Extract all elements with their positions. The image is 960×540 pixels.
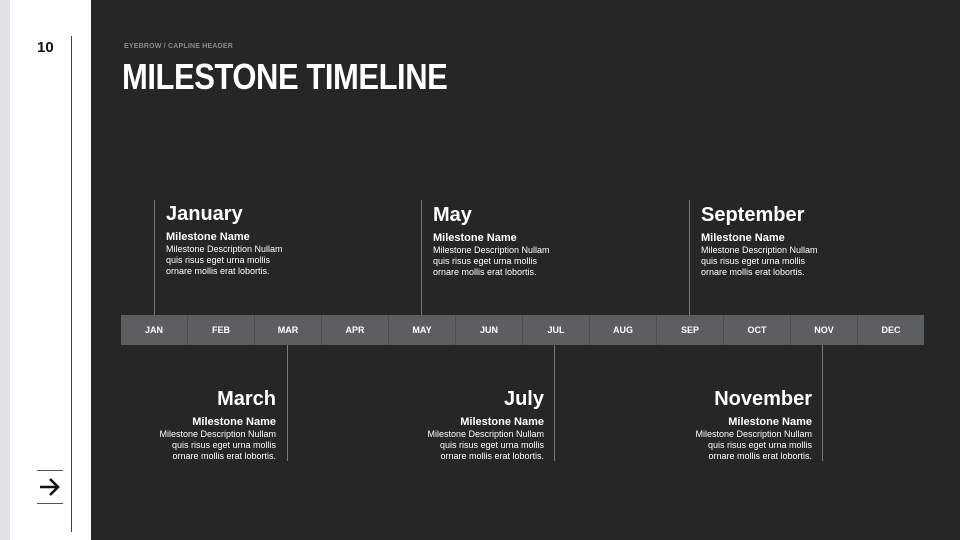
milestone-name: Milestone Name	[433, 232, 517, 244]
sidebar-divider	[71, 36, 72, 532]
milestone-desc-line: ornare mollis erat lobortis.	[172, 451, 276, 461]
month-cell-jan: JAN	[121, 315, 188, 345]
month-cell-mar: MAR	[255, 315, 322, 345]
milestone-desc-line: quis risus eget urna mollis	[166, 255, 271, 265]
connector-july	[554, 345, 555, 461]
milestone-month: September	[701, 204, 805, 226]
milestone-name: Milestone Name	[460, 416, 544, 428]
milestone-desc-line: Milestone Description Nullam	[427, 429, 544, 439]
month-bar	[121, 315, 924, 345]
milestone-desc-line: Milestone Description Nullam	[701, 245, 818, 255]
nav-rule-bottom	[37, 503, 63, 504]
milestone-name: Milestone Name	[728, 416, 812, 428]
milestone-name: Milestone Name	[192, 416, 276, 428]
arrow-right-icon[interactable]	[38, 476, 62, 498]
milestone-desc-line: ornare mollis erat lobortis.	[701, 267, 805, 277]
milestone-desc-line: ornare mollis erat lobortis.	[440, 451, 544, 461]
month-cell-sep: SEP	[657, 315, 724, 345]
milestone-name: Milestone Name	[166, 231, 250, 243]
milestone-desc-line: Milestone Description Nullam	[433, 245, 550, 255]
milestone-name: Milestone Name	[701, 232, 785, 244]
connector-september	[689, 200, 690, 315]
milestone-desc-line: ornare mollis erat lobortis.	[433, 267, 537, 277]
month-cell-apr: APR	[322, 315, 389, 345]
connector-january	[154, 200, 155, 315]
month-cell-nov: NOV	[791, 315, 858, 345]
connector-november	[822, 345, 823, 461]
milestone-desc-line: Milestone Description Nullam	[159, 429, 276, 439]
milestone-desc-line: quis risus eget urna mollis	[433, 256, 538, 266]
month-cell-dec: DEC	[881, 325, 901, 335]
connector-may	[421, 200, 422, 315]
edge-strip	[0, 0, 10, 540]
milestone-month: January	[166, 203, 243, 225]
milestone-month: July	[503, 388, 544, 410]
milestone-desc-line: quis risus eget urna mollis	[171, 440, 276, 450]
milestone-july	[414, 388, 544, 462]
milestone-desc-line: quis risus eget urna mollis	[701, 256, 806, 266]
milestone-november	[682, 388, 812, 462]
connector-march	[287, 345, 288, 461]
month-cell-aug: AUG	[590, 315, 657, 345]
month-cell-jun: JUN	[456, 315, 523, 345]
milestone-desc-line: quis risus eget urna mollis	[439, 440, 544, 450]
milestone-january	[166, 203, 296, 277]
milestone-march	[146, 388, 276, 462]
nav-rule-top	[37, 470, 63, 471]
page-title: MILESTONE TIMELINE	[122, 56, 448, 97]
month-cell-oct: OCT	[724, 315, 791, 345]
milestone-month: November	[714, 388, 812, 410]
month-cell-feb: FEB	[188, 315, 255, 345]
milestone-september	[701, 204, 831, 278]
milestone-month: May	[433, 204, 472, 226]
month-cell-jul: JUL	[523, 315, 590, 345]
eyebrow-header: EYEBROW / CAPLINE HEADER	[124, 43, 234, 50]
milestone-desc-line: quis risus eget urna mollis	[707, 440, 812, 450]
page-number: 10	[37, 39, 54, 56]
month-cell-may: MAY	[389, 315, 456, 345]
milestone-desc-line: ornare mollis erat lobortis.	[166, 266, 270, 276]
milestone-desc-line: Milestone Description Nullam	[166, 244, 283, 254]
milestone-desc-line: Milestone Description Nullam	[695, 429, 812, 439]
milestone-desc-line: ornare mollis erat lobortis.	[708, 451, 812, 461]
sidebar	[10, 0, 91, 540]
milestone-may	[433, 204, 563, 278]
milestone-month: March	[217, 388, 276, 410]
